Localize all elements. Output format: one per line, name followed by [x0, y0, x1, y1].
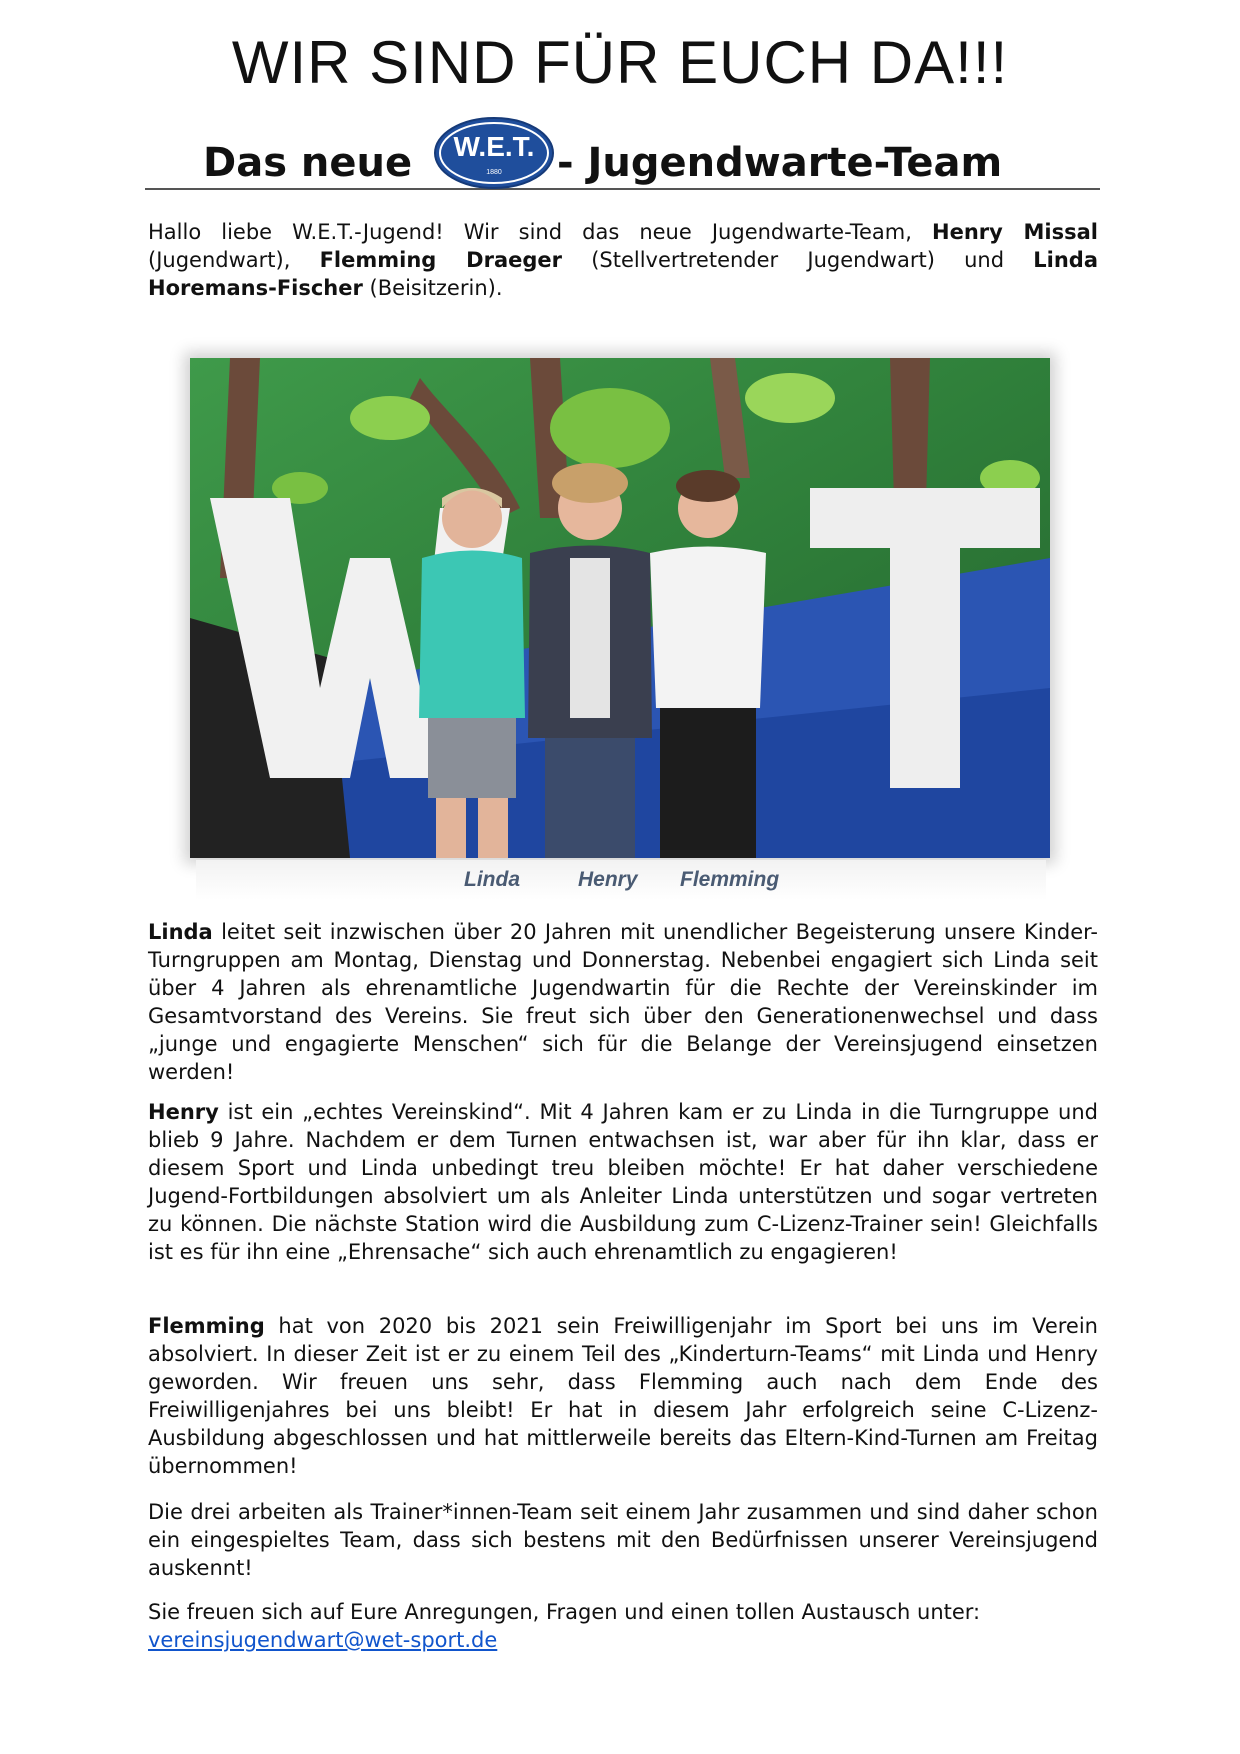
name-flemming: Flemming	[148, 1314, 265, 1338]
paragraph-text: hat von 2020 bis 2021 sein Freiwilligenjahr im Sport bei uns im Verein absolviert. In dieser Zeit ist er zu einem Teil des „Kinderturn-Teams“ mit Linda und Henry geworden. Wir freuen uns sehr, dass Flemming auch nach dem Ende des Freiwilligenjahres bei uns bleibt! Er hat in diesem Jahr erfolgreich seine C-Lizenz-Ausbildung abgeschlossen und hat mittlerweile bereits das Eltern-Kind-Turnen am Freitag übernommen!	[148, 1314, 1098, 1478]
subtitle	[145, 126, 1100, 190]
team-photo-illustration	[190, 358, 1050, 858]
intro-text: (Beisitzerin).	[362, 276, 503, 300]
name-linda: Linda Horemans-Fischer	[148, 248, 1098, 300]
name-henry: Henry	[148, 1100, 219, 1124]
intro-text: Hallo liebe W.E.T.-Jugend! Wir sind das neue Jugendwarte-Team,	[148, 220, 932, 244]
page-title: WIR SIND FÜR EUCH DA!!!	[231, 29, 1009, 96]
paragraph-linda	[148, 918, 1098, 1086]
logo-text: W.E.T.	[453, 131, 535, 162]
caption-henry: Henry	[578, 868, 638, 891]
paragraph-text: ist ein „echtes Vereinskind“. Mit 4 Jahren kam er zu Linda in die Turngruppe und blieb 9 Jahre. Nachdem er dem Turnen entwachsen ist, war aber für ihn klar, dass er diesem Sport und Linda unbedingt treu bleiben möchte! Er hat daher verschiedene Jugend-Fortbildungen absolviert um als Anleiter Linda unterstützen und sogar vertreten zu können. Die nächste Station wird die Ausbildung zum C-Lizenz-Trainer sein! Gleichfalls ist es für ihn eine „Ehrensache“ sich auch ehrenamtlich zu engagieren!	[148, 1100, 1098, 1264]
name-flemming: Flemming Draeger	[319, 248, 562, 272]
paragraph-text: leitet seit inzwischen über 20 Jahren mit unendlicher Begeisterung unsere Kinder-Turngruppen am Montag, Dienstag und Donnerstag. Nebenbei engagiert sich Linda seit über 4 Jahren als ehrenamtliche Jugendwartin für die Rechte der Vereinskinder im Gesamtvorstand des Vereins. Sie freut sich über den Generationenwechsel und dass „junge und engagierte Menschen“ sich für die Belange der Vereinsjugend einsetzen werden!	[148, 920, 1098, 1084]
paragraph-flemming	[148, 1312, 1098, 1480]
intro-paragraph	[148, 218, 1098, 302]
caption-linda: Linda	[464, 868, 520, 891]
intro-text: (Jugendwart),	[148, 248, 320, 272]
intro-text: (Stellvertretender Jugendwart) und	[561, 248, 1034, 272]
team-photo	[190, 358, 1050, 858]
name-linda: Linda	[148, 920, 213, 944]
subtitle-left: Das neue	[203, 140, 413, 186]
paragraph-closing	[148, 1598, 1098, 1654]
paragraph-henry	[148, 1098, 1098, 1266]
name-henry: Henry Missal	[932, 220, 1098, 244]
email-link[interactable]: vereinsjugendwart@wet-sport.de	[148, 1628, 498, 1652]
closing-text: Sie freuen sich auf Eure Anregungen, Fragen und einen tollen Austausch unter:	[148, 1600, 981, 1624]
subtitle-right: - Jugendwarte-Team	[557, 140, 1003, 186]
paragraph-team: Die drei arbeiten als Trainer*innen-Team seit einem Jahr zusammen und sind daher schon ein eingespieltes Team, dass sich bestens mit den Bedürfnissen unserer Vereinsjugend auskennt!	[148, 1500, 1098, 1580]
caption-flemming: Flemming	[680, 868, 780, 891]
wet-logo	[433, 116, 555, 190]
logo-year: 1880	[486, 169, 502, 176]
